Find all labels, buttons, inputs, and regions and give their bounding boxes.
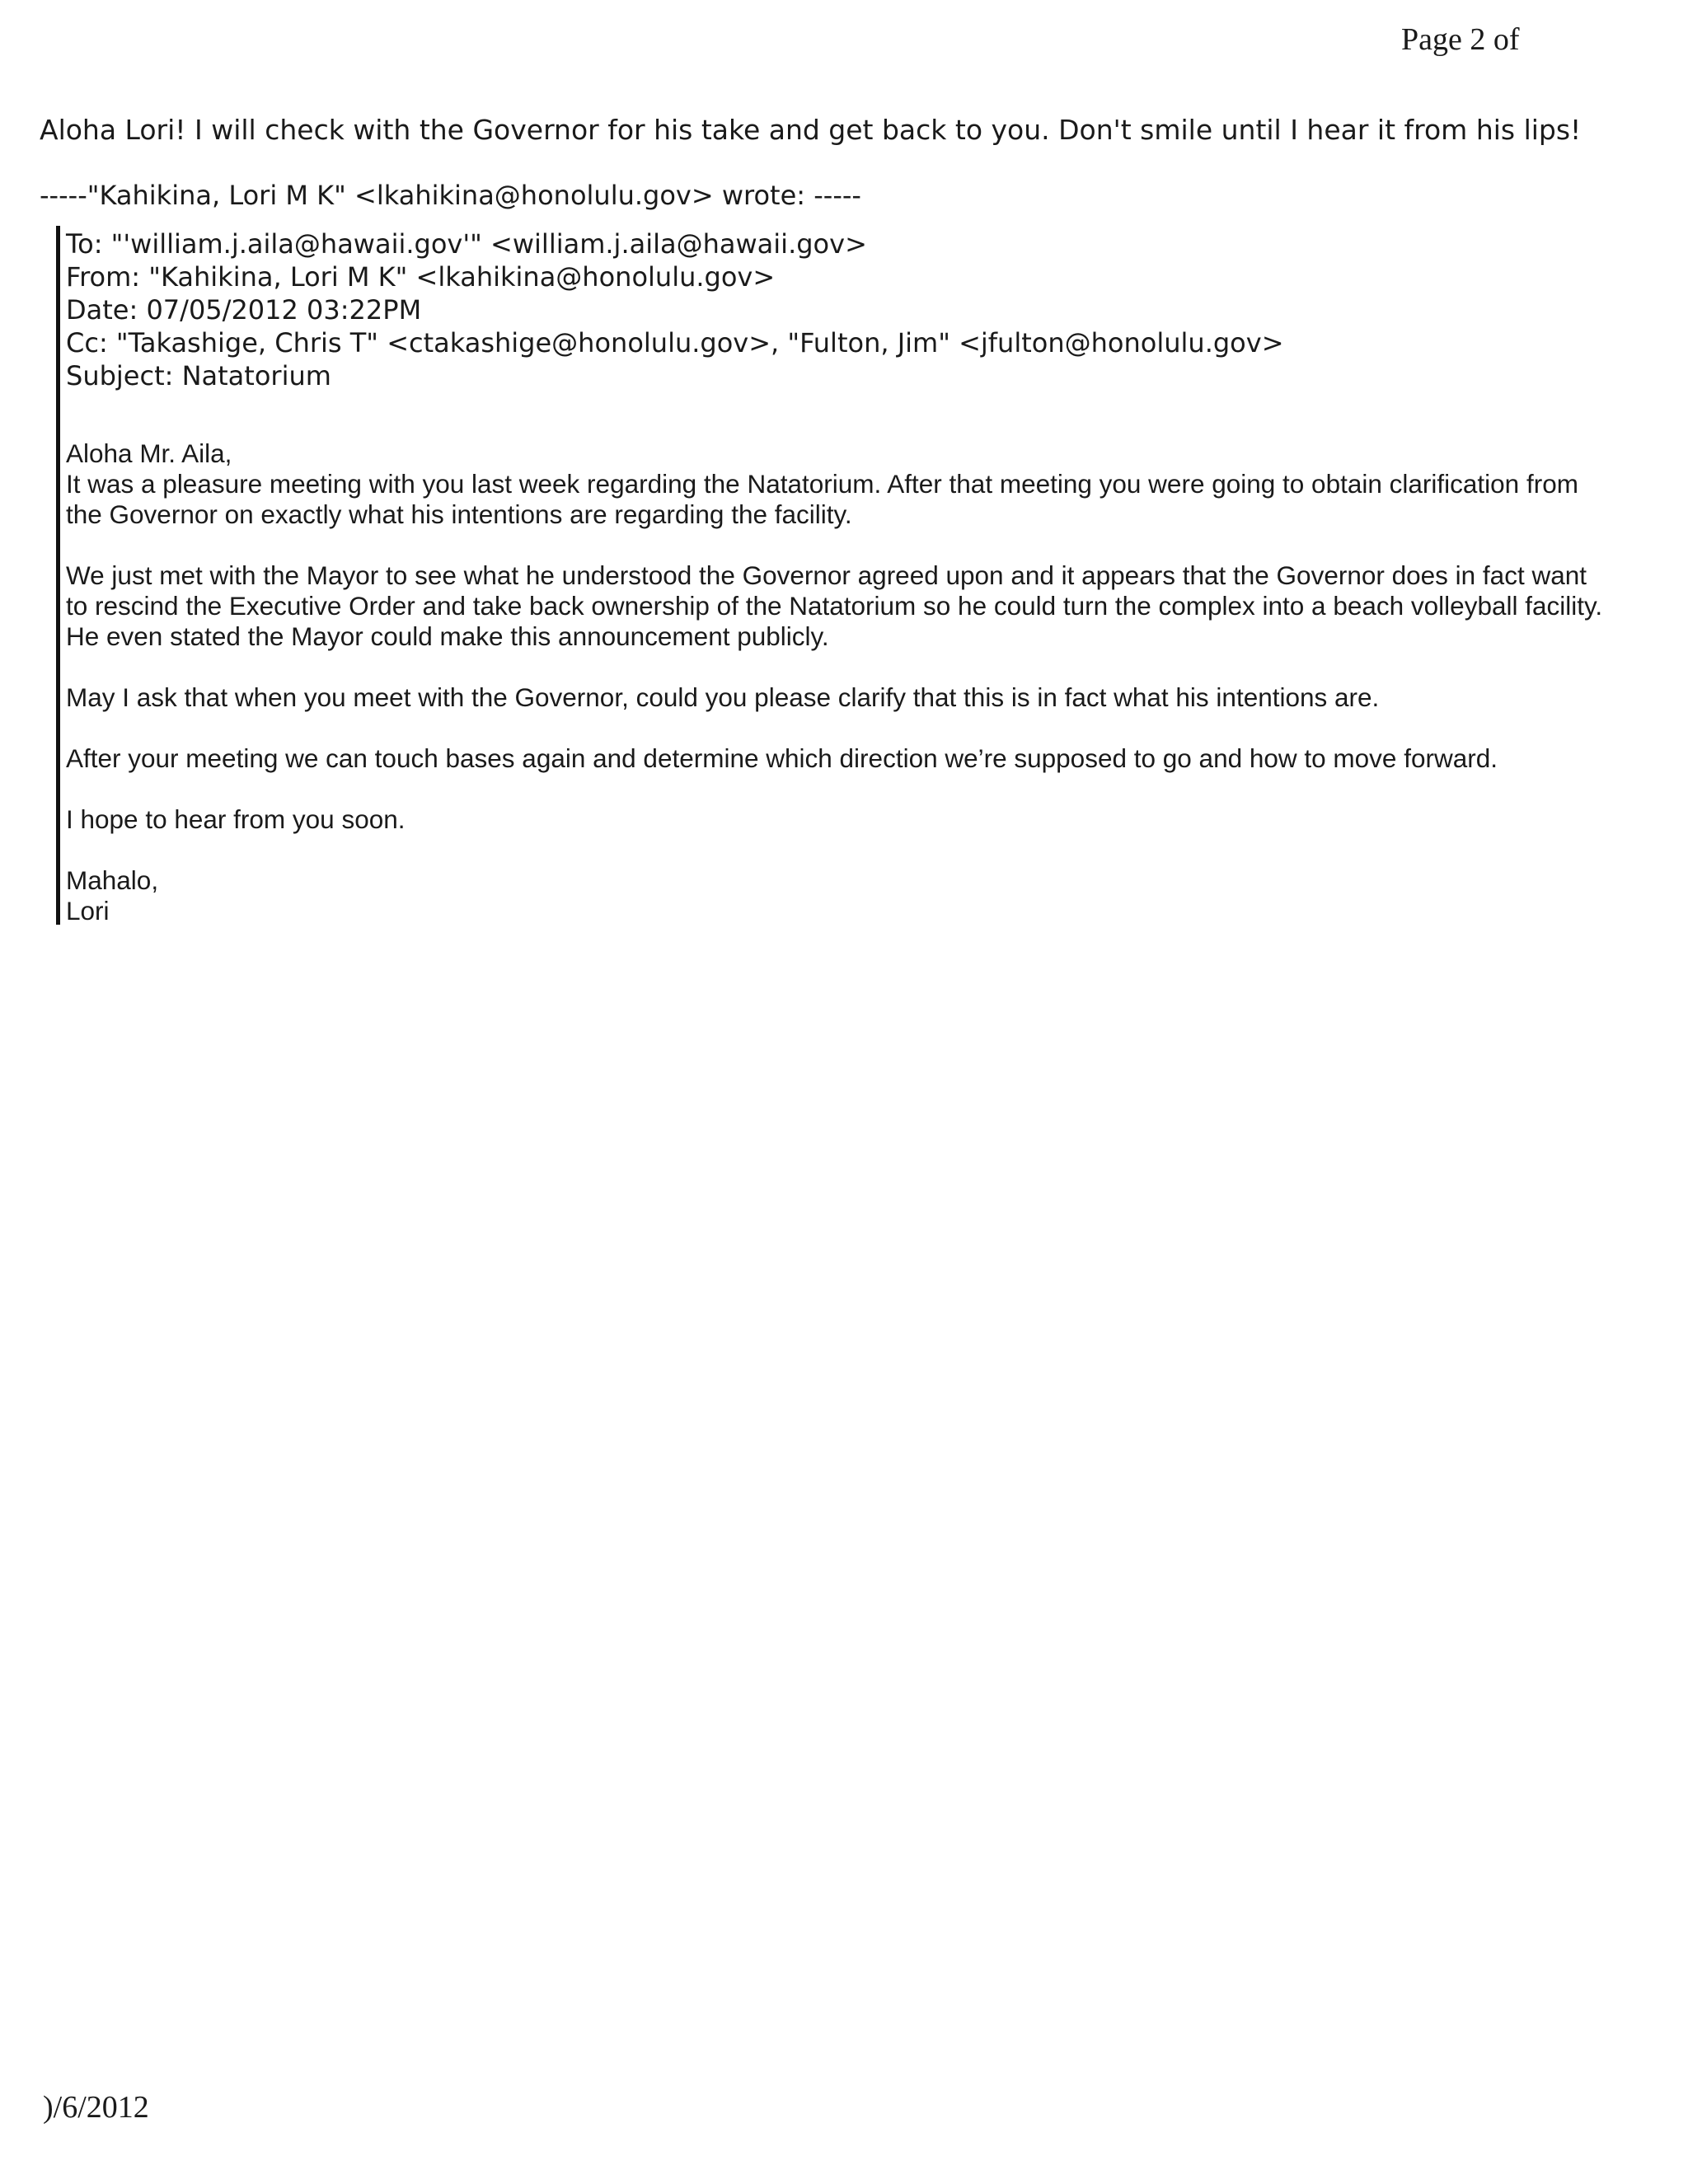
from-header: From: "Kahikina, Lori M K" <lkahikina@honolulu.gov> — [66, 261, 776, 293]
email-headers — [66, 227, 1632, 392]
page-number-header: Page 2 of — [1401, 22, 1520, 57]
signature: Lori — [66, 896, 110, 926]
body-paragraph: We just met with the Mayor to see what he understood the Governor agreed upon and it appears that the Governor does in fact want to rescind the Executive Order and take back ownership of the Natatorium so he could turn the complex into a beach volleyball facility. He even stated the Mayor could make this announcement publicly. — [66, 560, 1603, 651]
body-paragraph: It was a pleasure meeting with you last week regarding the Natatorium. After that meeting you were going to obtain clarification from the Governor on exactly what his intentions are regarding the facility. — [66, 469, 1578, 529]
closing: Mahalo, — [66, 865, 159, 895]
quote-bar — [56, 226, 60, 925]
cc-header: Cc: "Takashige, Chris T" <ctakashige@honolulu.gov>, "Fulton, Jim" <jfulton@honolulu.gov> — [66, 327, 1284, 359]
reply-message: Aloha Lori! I will check with the Governor for his take and get back to you. Don't smile until I hear it from his lips! — [40, 114, 1582, 146]
greeting: Aloha Mr. Aila, — [66, 438, 232, 468]
email-body — [66, 438, 1615, 926]
body-paragraph: I hope to hear from you soon. — [66, 804, 406, 834]
body-paragraph: May I ask that when you meet with the Governor, could you please clarify that this is in fact what his intentions are. — [66, 682, 1380, 712]
subject-header: Subject: Natatorium — [66, 360, 331, 391]
date-header: Date: 07/05/2012 03:22PM — [66, 294, 422, 326]
footer-date: )/6/2012 — [43, 2090, 149, 2125]
to-header: To: "'william.j.aila@hawaii.gov'" <william.j.aila@hawaii.gov> — [66, 228, 867, 260]
body-paragraph: After your meeting we can touch bases again and determine which direction we’re supposed to go and how to move forward. — [66, 743, 1498, 773]
signoff — [66, 865, 1615, 926]
quoted-email — [66, 227, 1632, 926]
quoted-attribution-line: -----"Kahikina, Lori M K" <lkahikina@honolulu.gov> wrote: ----- — [40, 180, 861, 211]
